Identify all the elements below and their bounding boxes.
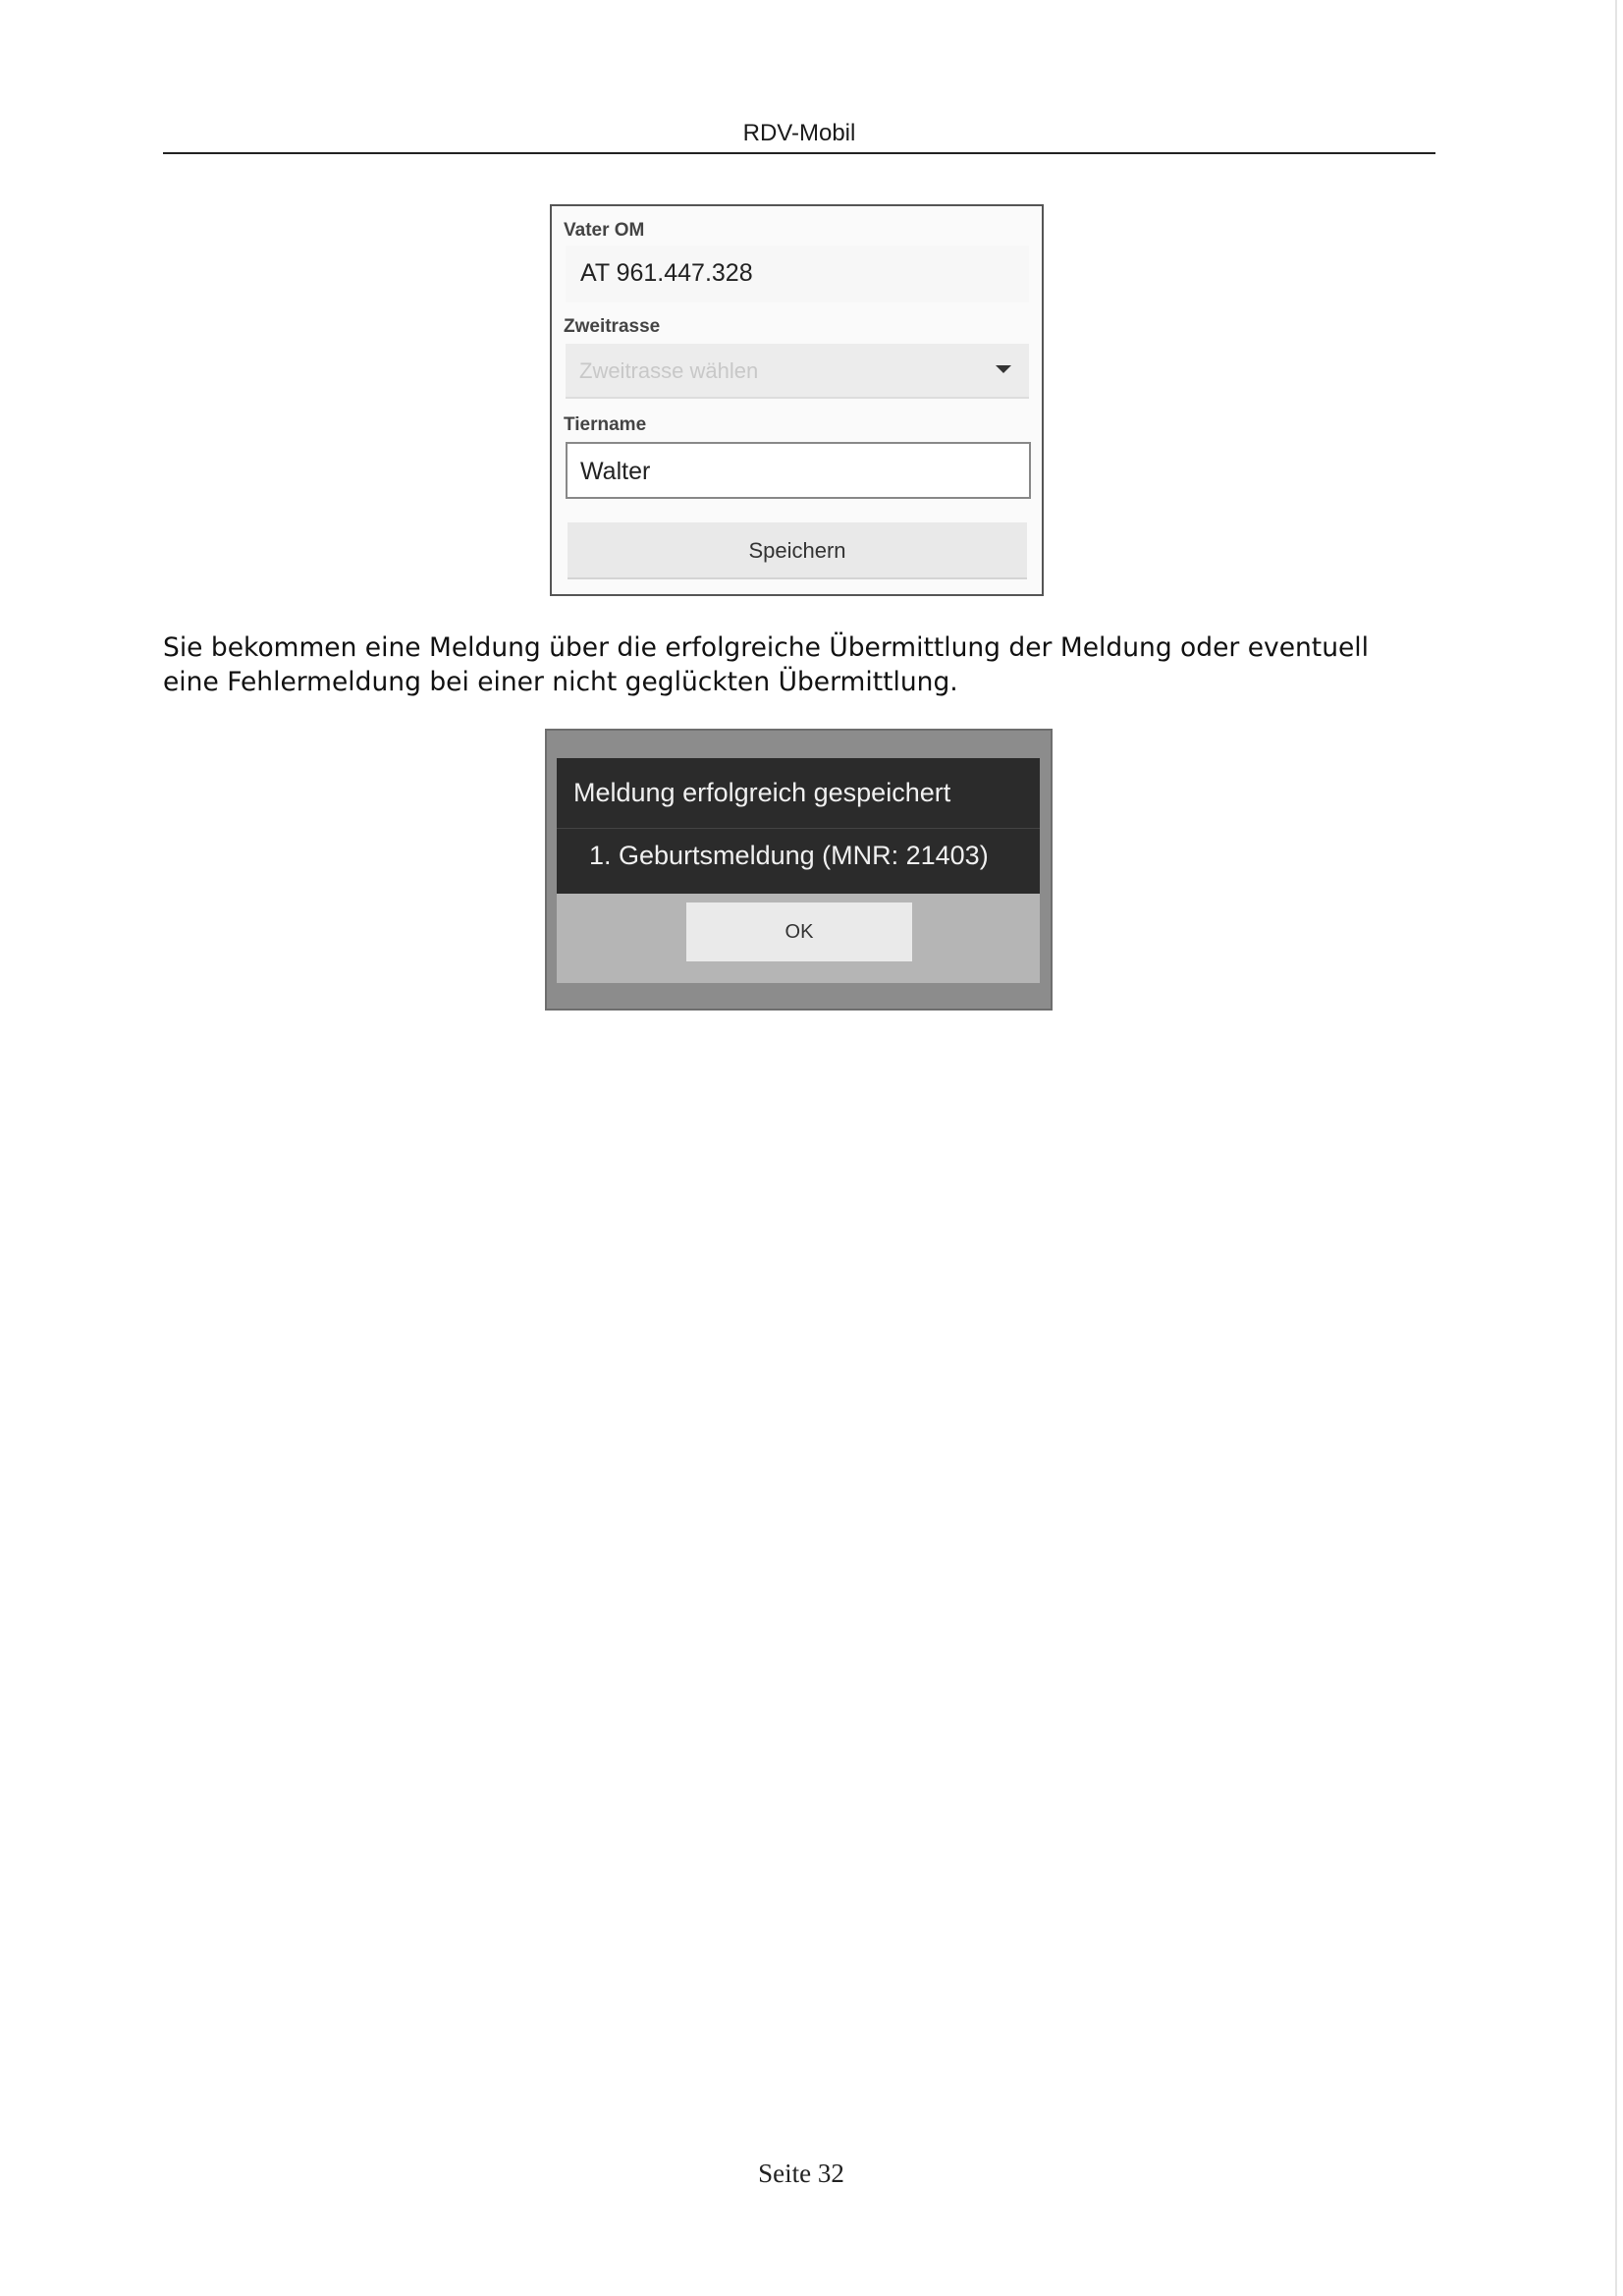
dialog-title: Meldung erfolgreich gespeichert <box>573 778 951 807</box>
vater-om-field[interactable] <box>566 246 1029 302</box>
tiername-label: Tiername <box>564 414 647 435</box>
tiername-value: Walter <box>580 458 651 485</box>
dialog-content <box>557 758 1040 894</box>
dialog-screenshot <box>545 729 1053 1011</box>
zweitrasse-select[interactable] <box>566 344 1029 399</box>
vater-om-label: Vater OM <box>564 220 645 241</box>
dialog-button-bar <box>557 894 1040 983</box>
dialog-message: 1. Geburtsmeldung (MNR: 21403) <box>589 841 989 870</box>
scan-edge-divider <box>1615 0 1617 2296</box>
header-divider <box>163 152 1435 154</box>
zweitrasse-placeholder: Zweitrasse wählen <box>579 358 759 383</box>
page-number: Seite 32 <box>758 2159 844 2188</box>
chevron-down-icon <box>996 365 1011 373</box>
save-button[interactable]: Speichern <box>568 522 1027 579</box>
tiername-input[interactable] <box>566 442 1031 499</box>
zweitrasse-label: Zweitrasse <box>564 316 661 337</box>
body-paragraph: Sie bekommen eine Meldung über die erfolgreiche Übermittlung der Meldung oder eventuell eine Fehlermeldung bei einer nicht geglückten Übermittlung. <box>163 632 1370 697</box>
dialog-divider <box>557 828 1040 829</box>
vater-om-value: AT 961.447.328 <box>580 259 753 287</box>
ok-button[interactable]: OK <box>686 902 912 961</box>
form-screenshot <box>550 204 1044 596</box>
page-header-title: RDV-Mobil <box>742 120 856 146</box>
